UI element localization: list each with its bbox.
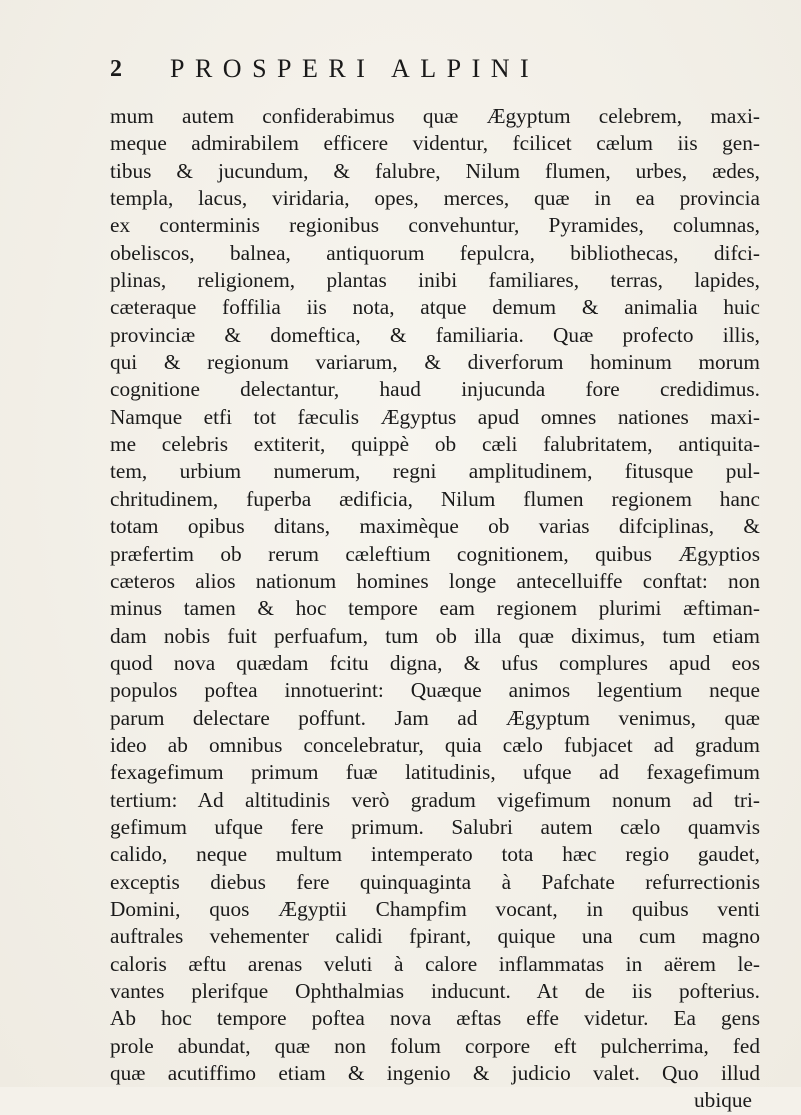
text-line: cognitione delectantur, haud injucunda fore credidimus. xyxy=(110,377,760,402)
text-line: tibus & jucundum, & falubre, Nilum flumen, urbes, ædes, xyxy=(110,158,760,183)
catchword: ubique xyxy=(694,1088,752,1113)
text-line: tertium: Ad altitudinis verò gradum vigefimum nonum ad tri- xyxy=(110,787,760,812)
text-line: cæteros alios nationum homines longe antecelluiffe conftat: non xyxy=(110,568,760,593)
text-line: obeliscos, balnea, antiquorum fepulcra, bibliothecas, difci- xyxy=(110,240,760,265)
text-line: vantes plerifque Ophthalmias inducunt. At de iis pofterius. xyxy=(110,979,760,1003)
text-line: totam opibus ditans, maximèque ob varias difciplinas, & xyxy=(110,514,760,539)
text-line: provinciæ & domeftica, & familiaria. Quæ profecto illis, xyxy=(110,322,760,347)
text-line: quod nova quædam fcitu digna, & ufus complures apud eos xyxy=(110,650,760,675)
text-line: præfertim ob rerum cæleftium cognitionem, quibus Ægyptios xyxy=(110,541,760,566)
text-line: quæ acutiffimo etiam & ingenio & judicio valet. Quo illud xyxy=(110,1061,760,1086)
text-line: Domini, quos Ægyptii Champfim vocant, in quibus venti xyxy=(110,896,760,921)
text-line: ideo ab omnibus concelebratur, quia cælo fubjacet ad gradum xyxy=(110,732,760,757)
text-line: Ab hoc tempore poftea nova æftas effe videtur. Ea gens xyxy=(110,1006,760,1031)
text-line: chritudinem, fuperba ædificia, Nilum flumen regionem hanc xyxy=(110,486,760,511)
running-title: PROSPERI ALPINI xyxy=(170,54,540,83)
text-line: parum delectare poffunt. Jam ad Ægyptum venimus, quæ xyxy=(110,705,760,730)
text-line: meque admirabilem efficere videntur, fcilicet cælum iis gen- xyxy=(110,131,760,156)
text-line: calido, neque multum intemperato tota hæc regio gaudet, xyxy=(110,842,760,867)
text-line: exceptis diebus fere quinquaginta à Pafchate refurrectionis xyxy=(110,869,760,894)
text-line: mum autem confiderabimus quæ Ægyptum celebrem, maxi- xyxy=(110,104,760,128)
page-number: 2 xyxy=(110,56,122,82)
page-header xyxy=(110,54,750,86)
text-line: me celebris extiterit, quippè ob cæli falubritatem, antiquita- xyxy=(110,432,760,457)
text-line: tem, urbium numerum, regni amplitudinem, fitusque pul- xyxy=(110,459,760,484)
text-line: gefimum ufque fere primum. Salubri autem cælo quamvis xyxy=(110,814,760,839)
text-line: qui & regionum variarum, & diverforum hominum morum xyxy=(110,350,760,375)
text-line: populos poftea innotuerint: Quæque animos legentium neque xyxy=(110,678,760,703)
text-line: dam nobis fuit perfuafum, tum ob illa quæ diximus, tum etiam xyxy=(110,623,760,648)
text-line: auftrales vehementer calidi fpirant, quique una cum magno xyxy=(110,924,760,949)
text-line: cæteraque foffilia iis nota, atque demum & animalia huic xyxy=(110,295,760,320)
text-line: caloris æftu arenas veluti à calore inflammatas in aërem le- xyxy=(110,951,760,976)
text-line: Namque etfi tot fæculis Ægyptus apud omnes nationes maxi- xyxy=(110,404,760,429)
text-line: plinas, religionem, plantas inibi familiares, terras, lapides, xyxy=(110,268,760,293)
text-line: fexagefimum primum fuæ latitudinis, ufque ad fexagefimum xyxy=(110,760,760,785)
text-line: prole abundat, quæ non folum corpore eft pulcherrima, fed xyxy=(110,1033,760,1058)
text-line: minus tamen & hoc tempore eam regionem plurimi æftiman- xyxy=(110,596,760,621)
text-line: ex conterminis regionibus convehuntur, Pyramides, columnas, xyxy=(110,213,760,238)
body-text xyxy=(110,103,760,1115)
text-line: templa, lacus, viridaria, opes, merces, quæ in ea provincia xyxy=(110,186,760,211)
